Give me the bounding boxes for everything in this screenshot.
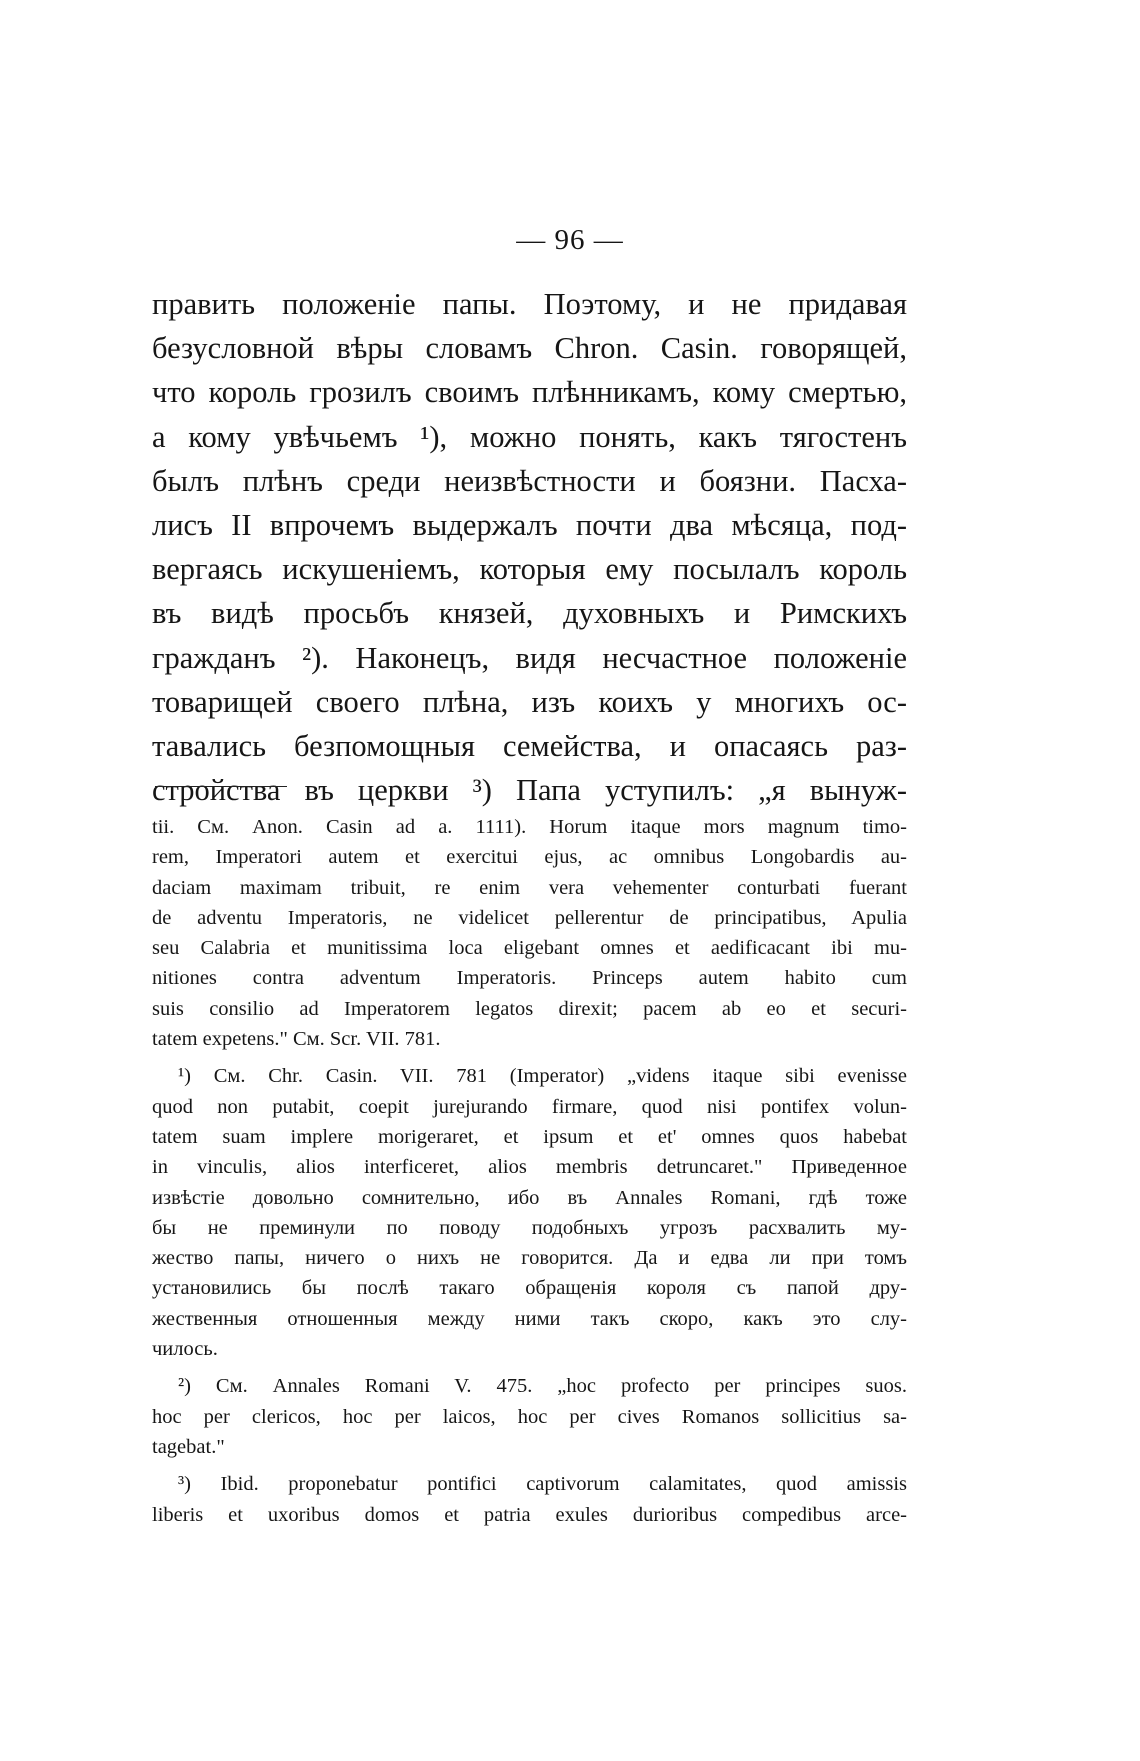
footnote-line: tii. См. Anon. Casin ad a. 1111). Horum itaque mors magnum timo- <box>152 816 907 838</box>
main-text-line: въ видѣ просьбъ князей, духовныхъ и Римскихъ <box>152 596 907 631</box>
main-text-line: вергаясь искушеніемъ, которыя ему посылалъ король <box>152 552 907 587</box>
footnote-line: извѣстіе довольно сомнительно, ибо въ Annales Romani, гдѣ тоже <box>152 1186 907 1209</box>
footnote-line: quod non putabit, coepit jurejurando firmare, quod nisi pontifex volun- <box>152 1095 907 1118</box>
footnote-line: liberis et uxoribus domos et patria exules durioribus compedibus arce- <box>152 1503 907 1526</box>
footnote-line: seu Calabria et munitissima loca eligebant omnes et aedificacant ibi mu- <box>152 937 907 960</box>
main-text-line: товарищей своего плѣна, изъ коихъ у многихъ ос- <box>152 684 907 719</box>
footnote-line: suis consilio ad Imperatorem legatos direxit; pacem ab eo et securi- <box>152 997 907 1020</box>
footnotes <box>152 812 907 1537</box>
footnote-line: rem, Imperatori autem et exercitui ejus, ac omnibus Longobardis au- <box>152 846 907 869</box>
footnote-line: tagebat." <box>152 1435 225 1458</box>
footnote-line: бы не преминули по поводу подобныхъ угрозъ расхвалить му- <box>152 1216 907 1239</box>
main-text <box>152 282 907 812</box>
main-text-line: гражданъ ²). Наконецъ, видя несчастное положеніе <box>152 640 907 675</box>
footnote-2 <box>152 1371 907 1462</box>
main-text-line: стройства въ церкви ³) Папа уступилъ: „я вынуж- <box>152 773 907 808</box>
footnote-line: de adventu Imperatoris, ne videlicet pellerentur de principatibus, Apulia <box>152 906 907 929</box>
footnote-line: жество папы, ничего о нихъ не говорится. Да и едва ли при томъ <box>152 1247 907 1270</box>
footnote-3 <box>152 1469 907 1530</box>
footnote-line: ³) Ibid. proponebatur pontifici captivorum calamitates, quod amissis <box>178 1473 907 1496</box>
page-number: — 96 — <box>516 224 624 256</box>
footnote-continuation <box>152 812 907 1054</box>
footnote-line: hoc per clericos, hoc per laicos, hoc per cives Romanos sollicitius sa- <box>152 1405 907 1428</box>
main-text-line: безусловной вѣры словамъ Chron. Casin. говорящей, <box>152 331 907 366</box>
main-text-line: а кому увѣчьемъ ¹), можно понять, какъ тягостенъ <box>152 419 907 454</box>
footnote-line: nitiones contra adventum Imperatoris. Princeps autem habito cum <box>152 967 907 990</box>
main-text-line: править положеніе папы. Поэтому, и не придавая <box>152 287 907 321</box>
footnote-divider <box>155 786 287 787</box>
footnote-1 <box>152 1061 907 1364</box>
footnote-line: tatem suam implere morigeraret, et ipsum et et' omnes quos habebat <box>152 1125 907 1148</box>
footnote-line: tatem expetens." См. Scr. VII. 781. <box>152 1028 441 1051</box>
footnote-line: установились бы послѣ такаго обращенія короля съ папой дру- <box>152 1277 907 1300</box>
main-text-line: тавались безпомощныя семейства, и опасаясь раз- <box>152 728 907 763</box>
main-text-line: былъ плѣнъ среди неизвѣстности и боязни. Пасха- <box>152 463 907 498</box>
footnote-line: ²) См. Annales Romani V. 475. „hoc profecto per principes suos. <box>178 1375 907 1398</box>
footnote-line: daciam maximam tribuit, re enim vera vehementer conturbati fuerant <box>152 876 907 899</box>
main-text-line: лисъ II впрочемъ выдержалъ почти два мѣсяца, под- <box>152 507 907 542</box>
footnote-line: чилось. <box>152 1338 218 1361</box>
main-text-line: что король грозилъ своимъ плѣнникамъ, кому смертью, <box>152 375 907 410</box>
footnote-line: ¹) См. Chr. Casin. VII. 781 (Imperator) „videns itaque sibi evenisse <box>178 1065 907 1088</box>
footnote-line: in vinculis, alios interficeret, alios membris detruncaret." Приведенное <box>152 1156 907 1179</box>
footnote-line: жественныя отношенныя между ними такъ скоро, какъ это слу- <box>152 1307 907 1330</box>
